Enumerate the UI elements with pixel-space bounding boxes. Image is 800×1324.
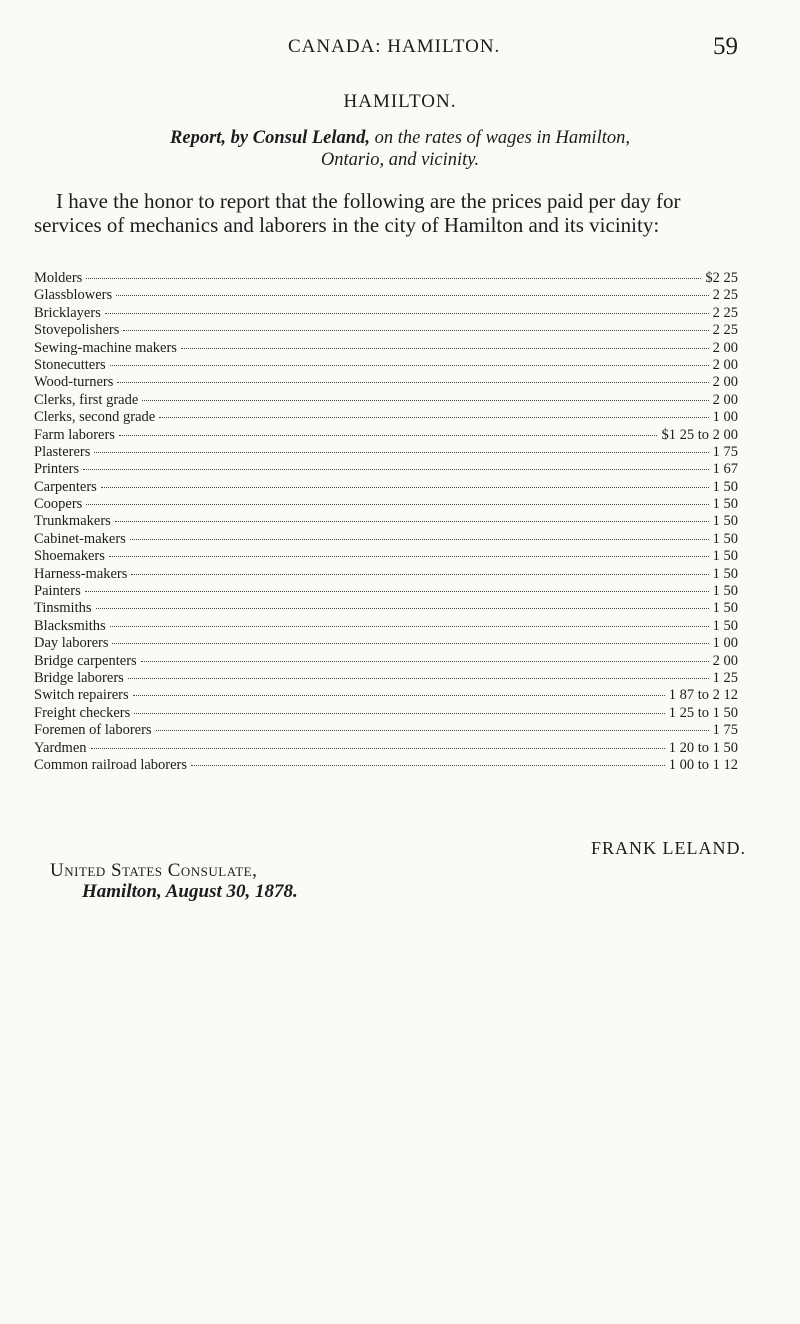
occupation-label: Printers: [34, 461, 80, 478]
wage-rate: 1 50: [712, 600, 738, 617]
wage-rate: 2 00: [712, 356, 738, 373]
dot-leader: [91, 748, 665, 749]
wage-rate: 2 00: [712, 339, 738, 356]
occupation-label: Molders: [34, 270, 83, 286]
wage-rate: 1 75: [712, 722, 738, 739]
occupation-label: Blacksmiths: [34, 617, 106, 634]
wage-row: [34, 409, 738, 426]
dot-leader: [156, 730, 709, 731]
wage-rate: 1 20 to 1 50: [668, 739, 738, 756]
wage-rate: 1 25: [712, 669, 738, 686]
occupation-label: Trunkmakers: [34, 513, 111, 530]
wage-rate: 1 25 to 1 50: [668, 704, 738, 721]
wage-row: [34, 635, 738, 652]
occupation-label: Clerks, first grade: [34, 391, 139, 408]
occupation-label: Bricklayers: [34, 304, 101, 321]
wage-row: [34, 618, 738, 635]
wage-row: [34, 513, 738, 530]
wage-row: [34, 653, 738, 670]
wage-rate: 1 75: [712, 443, 738, 460]
wage-row: [34, 687, 738, 704]
running-head-title: CANADA: HAMILTON.: [288, 36, 501, 57]
date-line: Hamilton, August 30, 1878.: [82, 881, 298, 902]
wage-rate: 1 50: [712, 513, 738, 530]
wage-row: [34, 270, 738, 287]
occupation-label: Coopers: [34, 496, 83, 513]
dot-leader: [131, 574, 708, 575]
wage-rate: 1 50: [712, 530, 738, 547]
wage-rate: 2 25: [712, 287, 738, 304]
consulate-line: United States Consulate,: [50, 860, 258, 881]
dot-leader: [159, 417, 708, 418]
occupation-label: Cabinet-makers: [34, 530, 126, 547]
wage-rate: 1 50: [712, 478, 738, 495]
occupation-label: Harness-makers: [34, 565, 128, 582]
wage-row: [34, 670, 738, 687]
wage-row: [34, 392, 738, 409]
dot-leader: [123, 330, 708, 331]
dot-leader: [130, 539, 709, 540]
wage-rate: 1 00 to 1 12: [668, 756, 738, 773]
wage-rate: 1 50: [712, 496, 738, 513]
wage-row: [34, 357, 738, 374]
occupation-label: Freight checkers: [34, 704, 131, 721]
wage-row: [34, 600, 738, 617]
occupation-label: Clerks, second grade: [34, 409, 156, 426]
dot-leader: [142, 400, 708, 401]
dot-leader: [94, 452, 708, 453]
dot-leader: [110, 365, 709, 366]
occupation-label: Painters: [34, 583, 81, 600]
occupation-label: Carpenters: [34, 478, 97, 495]
wage-rate: 1 87 to 2 12: [668, 687, 738, 704]
dot-leader: [141, 661, 709, 662]
occupation-label: Sewing-machine makers: [34, 339, 177, 356]
dot-leader: [83, 469, 709, 470]
dot-leader: [181, 348, 709, 349]
dot-leader: [116, 295, 708, 296]
dateline: [50, 860, 298, 902]
wage-row: [34, 479, 738, 496]
wage-row: [34, 444, 738, 461]
wage-rate: 2 00: [712, 374, 738, 391]
dot-leader: [105, 313, 709, 314]
wage-rate: 1 50: [712, 583, 738, 600]
wage-row: [34, 322, 738, 339]
wage-rate: 2 25: [712, 304, 738, 321]
wage-row: [34, 374, 738, 391]
signature: FRANK LELAND.: [591, 838, 746, 858]
wage-row: [34, 757, 738, 774]
dot-leader: [86, 278, 701, 279]
occupation-label: Bridge carpenters: [34, 652, 137, 669]
wage-row: [34, 705, 738, 722]
subtitle-rest: on the rates of wages in Hamilton, Ontario, and vicinity.: [320, 128, 630, 170]
wage-row: [34, 340, 738, 357]
dot-leader: [101, 487, 709, 488]
section-title: HAMILTON.: [343, 91, 457, 112]
dot-leader: [128, 678, 709, 679]
wage-rate: $2 25: [705, 270, 738, 286]
wage-row: [34, 722, 738, 739]
dot-leader: [112, 643, 708, 644]
dot-leader: [119, 435, 658, 436]
occupation-label: Yardmen: [34, 739, 87, 756]
wage-rate: 1 67: [712, 461, 738, 478]
occupation-label: Switch repairers: [34, 687, 129, 704]
intro-paragraph: I have the honor to report that the following are the prices paid per day for services of mechanics and laborers in the city of Hamilton and its vicinity:: [34, 189, 681, 237]
page-number: 59: [713, 33, 738, 60]
wage-row: [34, 531, 738, 548]
occupation-label: Farm laborers: [34, 426, 115, 443]
report-subtitle: [140, 127, 660, 171]
occupation-label: Stonecutters: [34, 356, 106, 373]
wage-rate: 1 00: [712, 635, 738, 652]
dot-leader: [85, 591, 709, 592]
dot-leader: [191, 765, 665, 766]
wage-rate: 2 00: [712, 391, 738, 408]
wage-row: [34, 305, 738, 322]
wage-row: [34, 740, 738, 757]
wage-rate: 1 50: [712, 548, 738, 565]
wage-rate: $1 25 to 2 00: [661, 426, 738, 443]
wage-rate: 2 00: [712, 652, 738, 669]
wage-row: [34, 461, 738, 478]
occupation-label: Tinsmiths: [34, 600, 92, 617]
subtitle-lead: Report, by Consul Leland,: [170, 128, 370, 148]
occupation-label: Day laborers: [34, 635, 109, 652]
dot-leader: [110, 626, 709, 627]
wage-rate: 1 50: [712, 565, 738, 582]
dot-leader: [109, 556, 709, 557]
wage-row: [34, 287, 738, 304]
wage-row: [34, 427, 738, 444]
wage-rate: 2 25: [712, 322, 738, 339]
wage-rate: 1 50: [712, 617, 738, 634]
wage-table: [34, 270, 738, 774]
dot-leader: [117, 382, 708, 383]
occupation-label: Common railroad laborers: [34, 756, 188, 773]
dot-leader: [96, 608, 709, 609]
occupation-label: Shoemakers: [34, 548, 105, 565]
dot-leader: [115, 521, 709, 522]
wage-row: [34, 548, 738, 565]
dot-leader: [86, 504, 708, 505]
occupation-label: Foremen of laborers: [34, 722, 152, 739]
occupation-label: Glassblowers: [34, 287, 113, 304]
running-head: [0, 33, 800, 66]
dot-leader: [133, 695, 665, 696]
occupation-label: Plasterers: [34, 443, 91, 460]
occupation-label: Bridge laborers: [34, 669, 124, 686]
dot-leader: [134, 713, 664, 714]
occupation-label: Stovepolishers: [34, 322, 120, 339]
wage-row: [34, 583, 738, 600]
wage-rate: 1 00: [712, 409, 738, 426]
wage-row: [34, 496, 738, 513]
wage-row: [34, 566, 738, 583]
occupation-label: Wood-turners: [34, 374, 114, 391]
